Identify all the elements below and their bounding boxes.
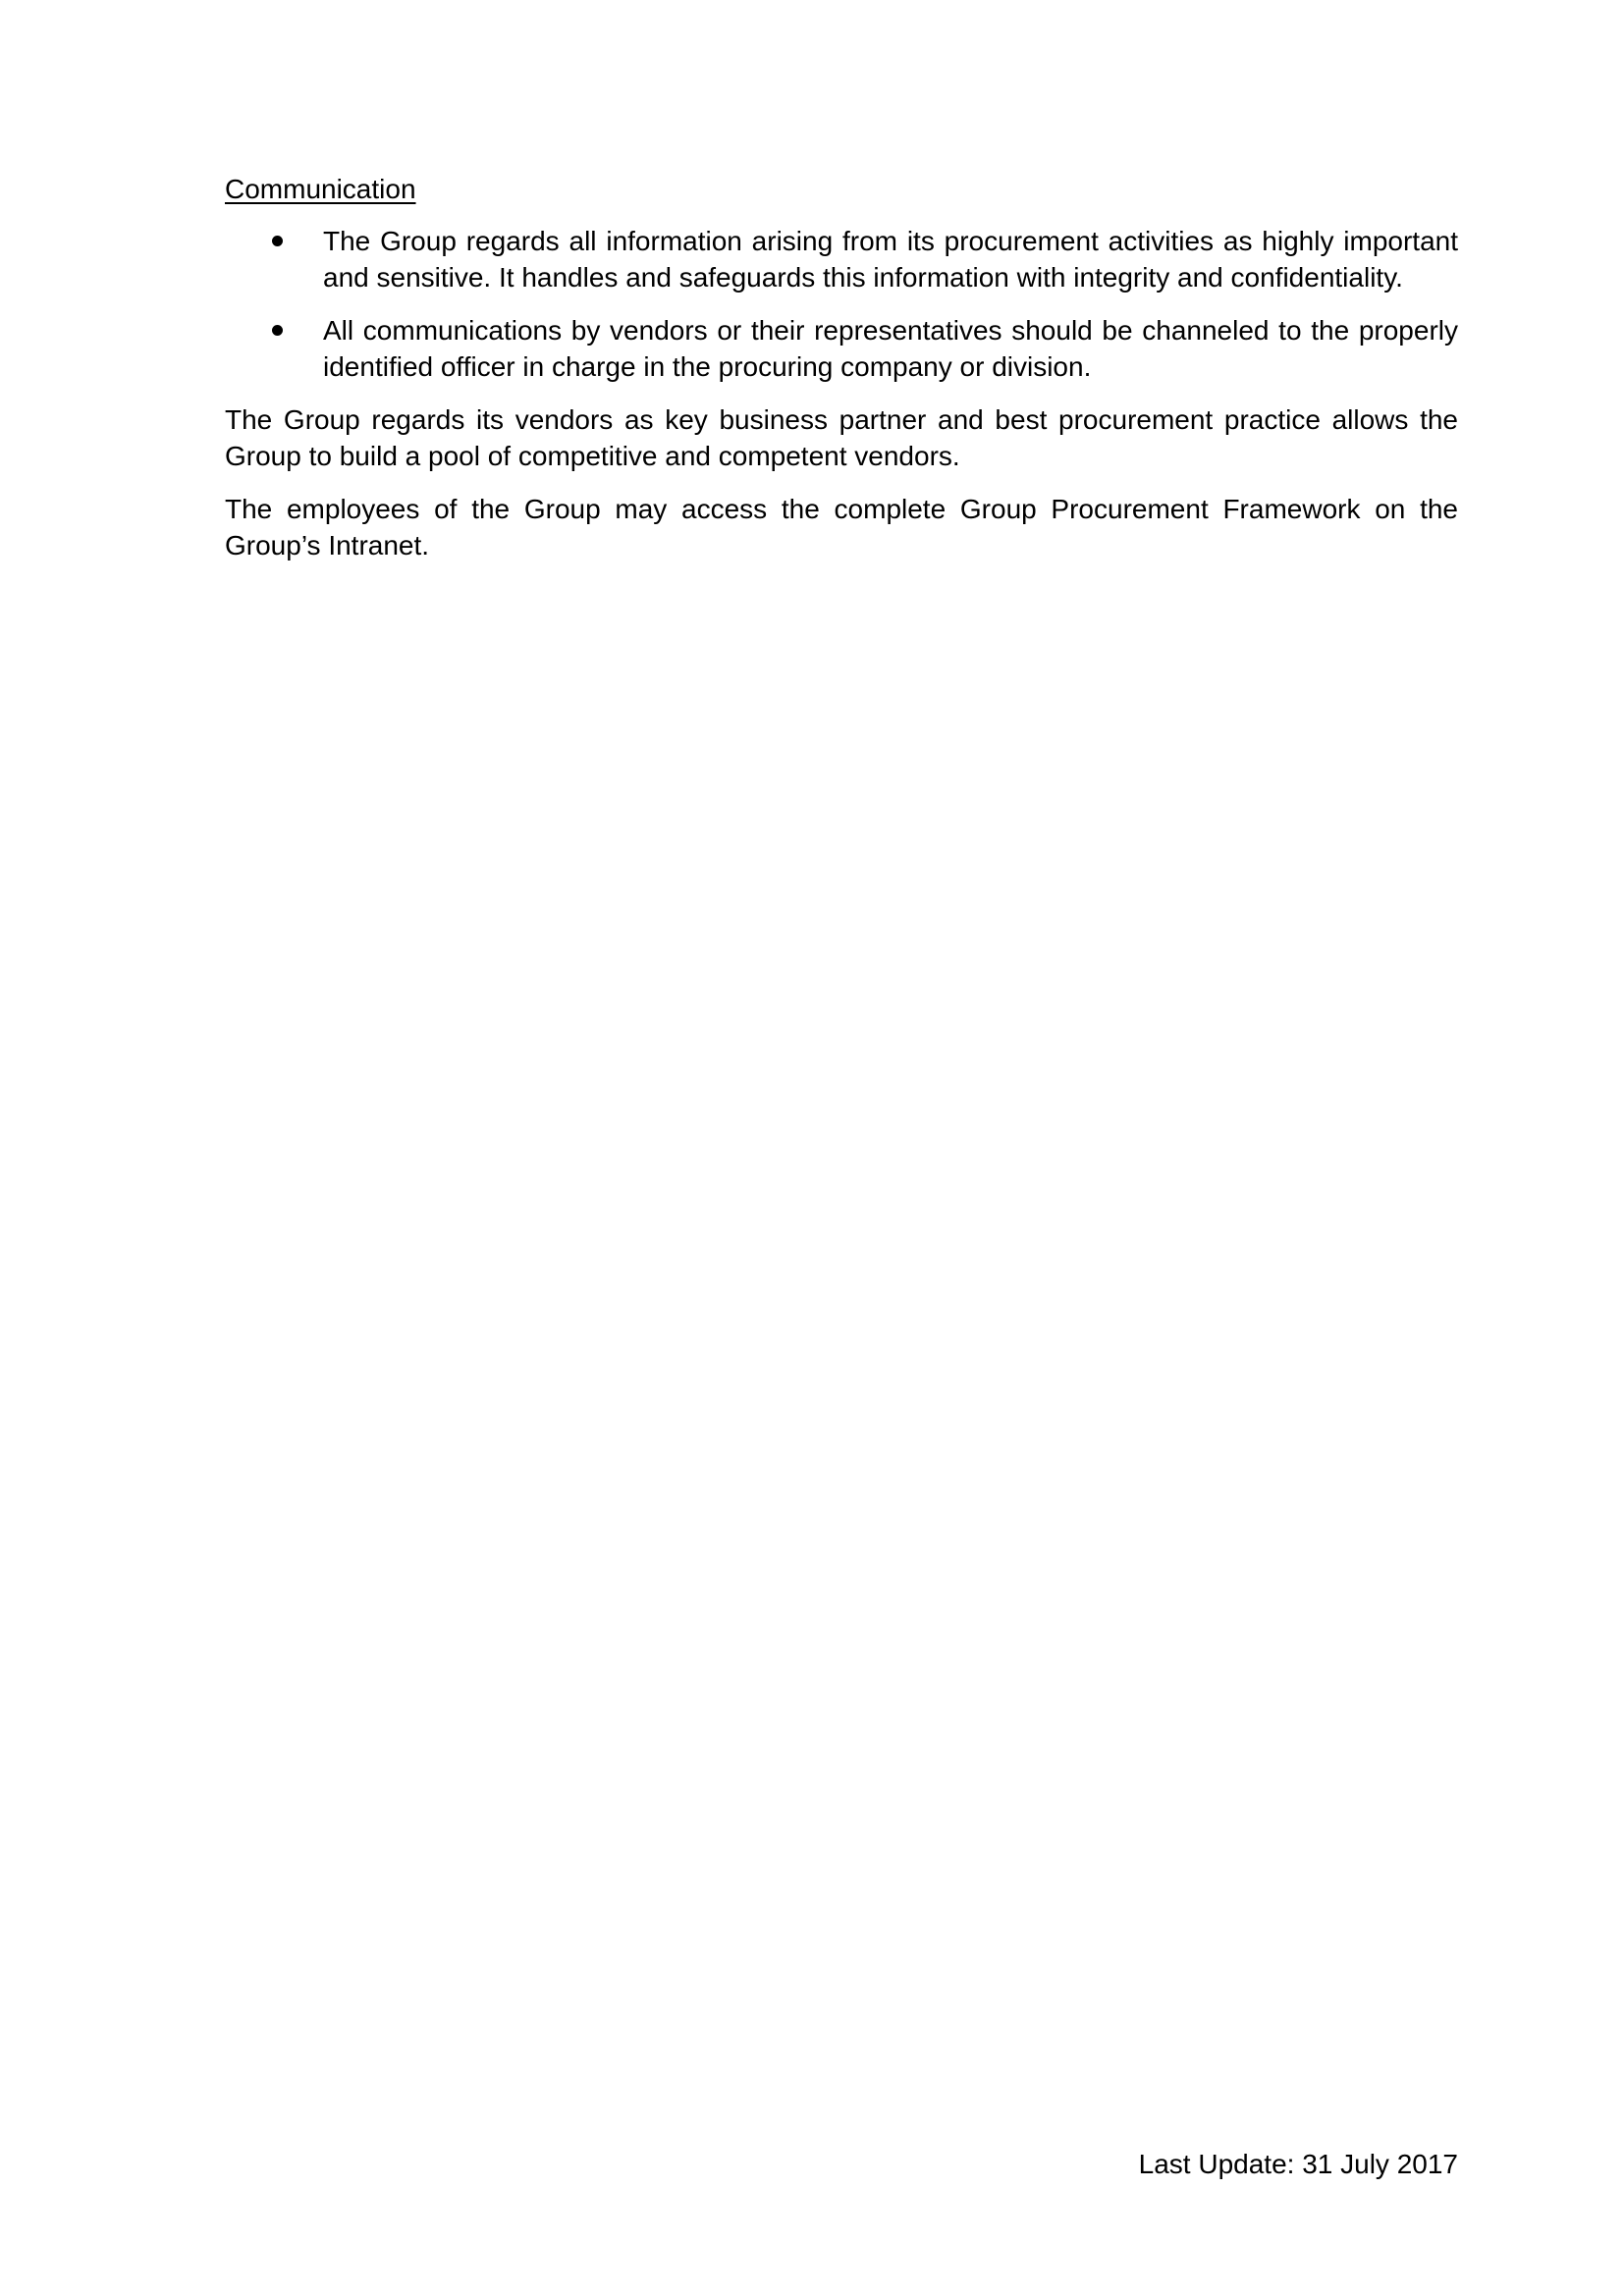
communication-bullet-list xyxy=(225,223,1458,385)
page-content xyxy=(225,171,1458,580)
bullet-icon xyxy=(272,236,283,246)
paragraph-intranet-access: The employees of the Group may access the complete Group Procurement Framework on the Group’s Intranet. xyxy=(225,494,1458,561)
paragraph-vendors: The Group regards its vendors as key business partner and best procurement practice allows the Group to build a pool of competitive and competent vendors. xyxy=(225,404,1458,471)
bullet-item xyxy=(225,223,1458,295)
footer-last-update: Last Update: 31 July 2017 xyxy=(1138,2149,1458,2179)
bullet-item xyxy=(225,312,1458,385)
bullet-icon xyxy=(272,325,283,336)
bullet-text: The Group regards all information arising from its procurement activities as highly important and sensitive. It handles and safeguards this information with integrity and confidentiality. xyxy=(323,226,1458,293)
bullet-text: All communications by vendors or their representatives should be channeled to the properly identified officer in charge in the procuring company or division. xyxy=(323,315,1458,382)
section-heading-communication: Communication xyxy=(225,174,416,204)
